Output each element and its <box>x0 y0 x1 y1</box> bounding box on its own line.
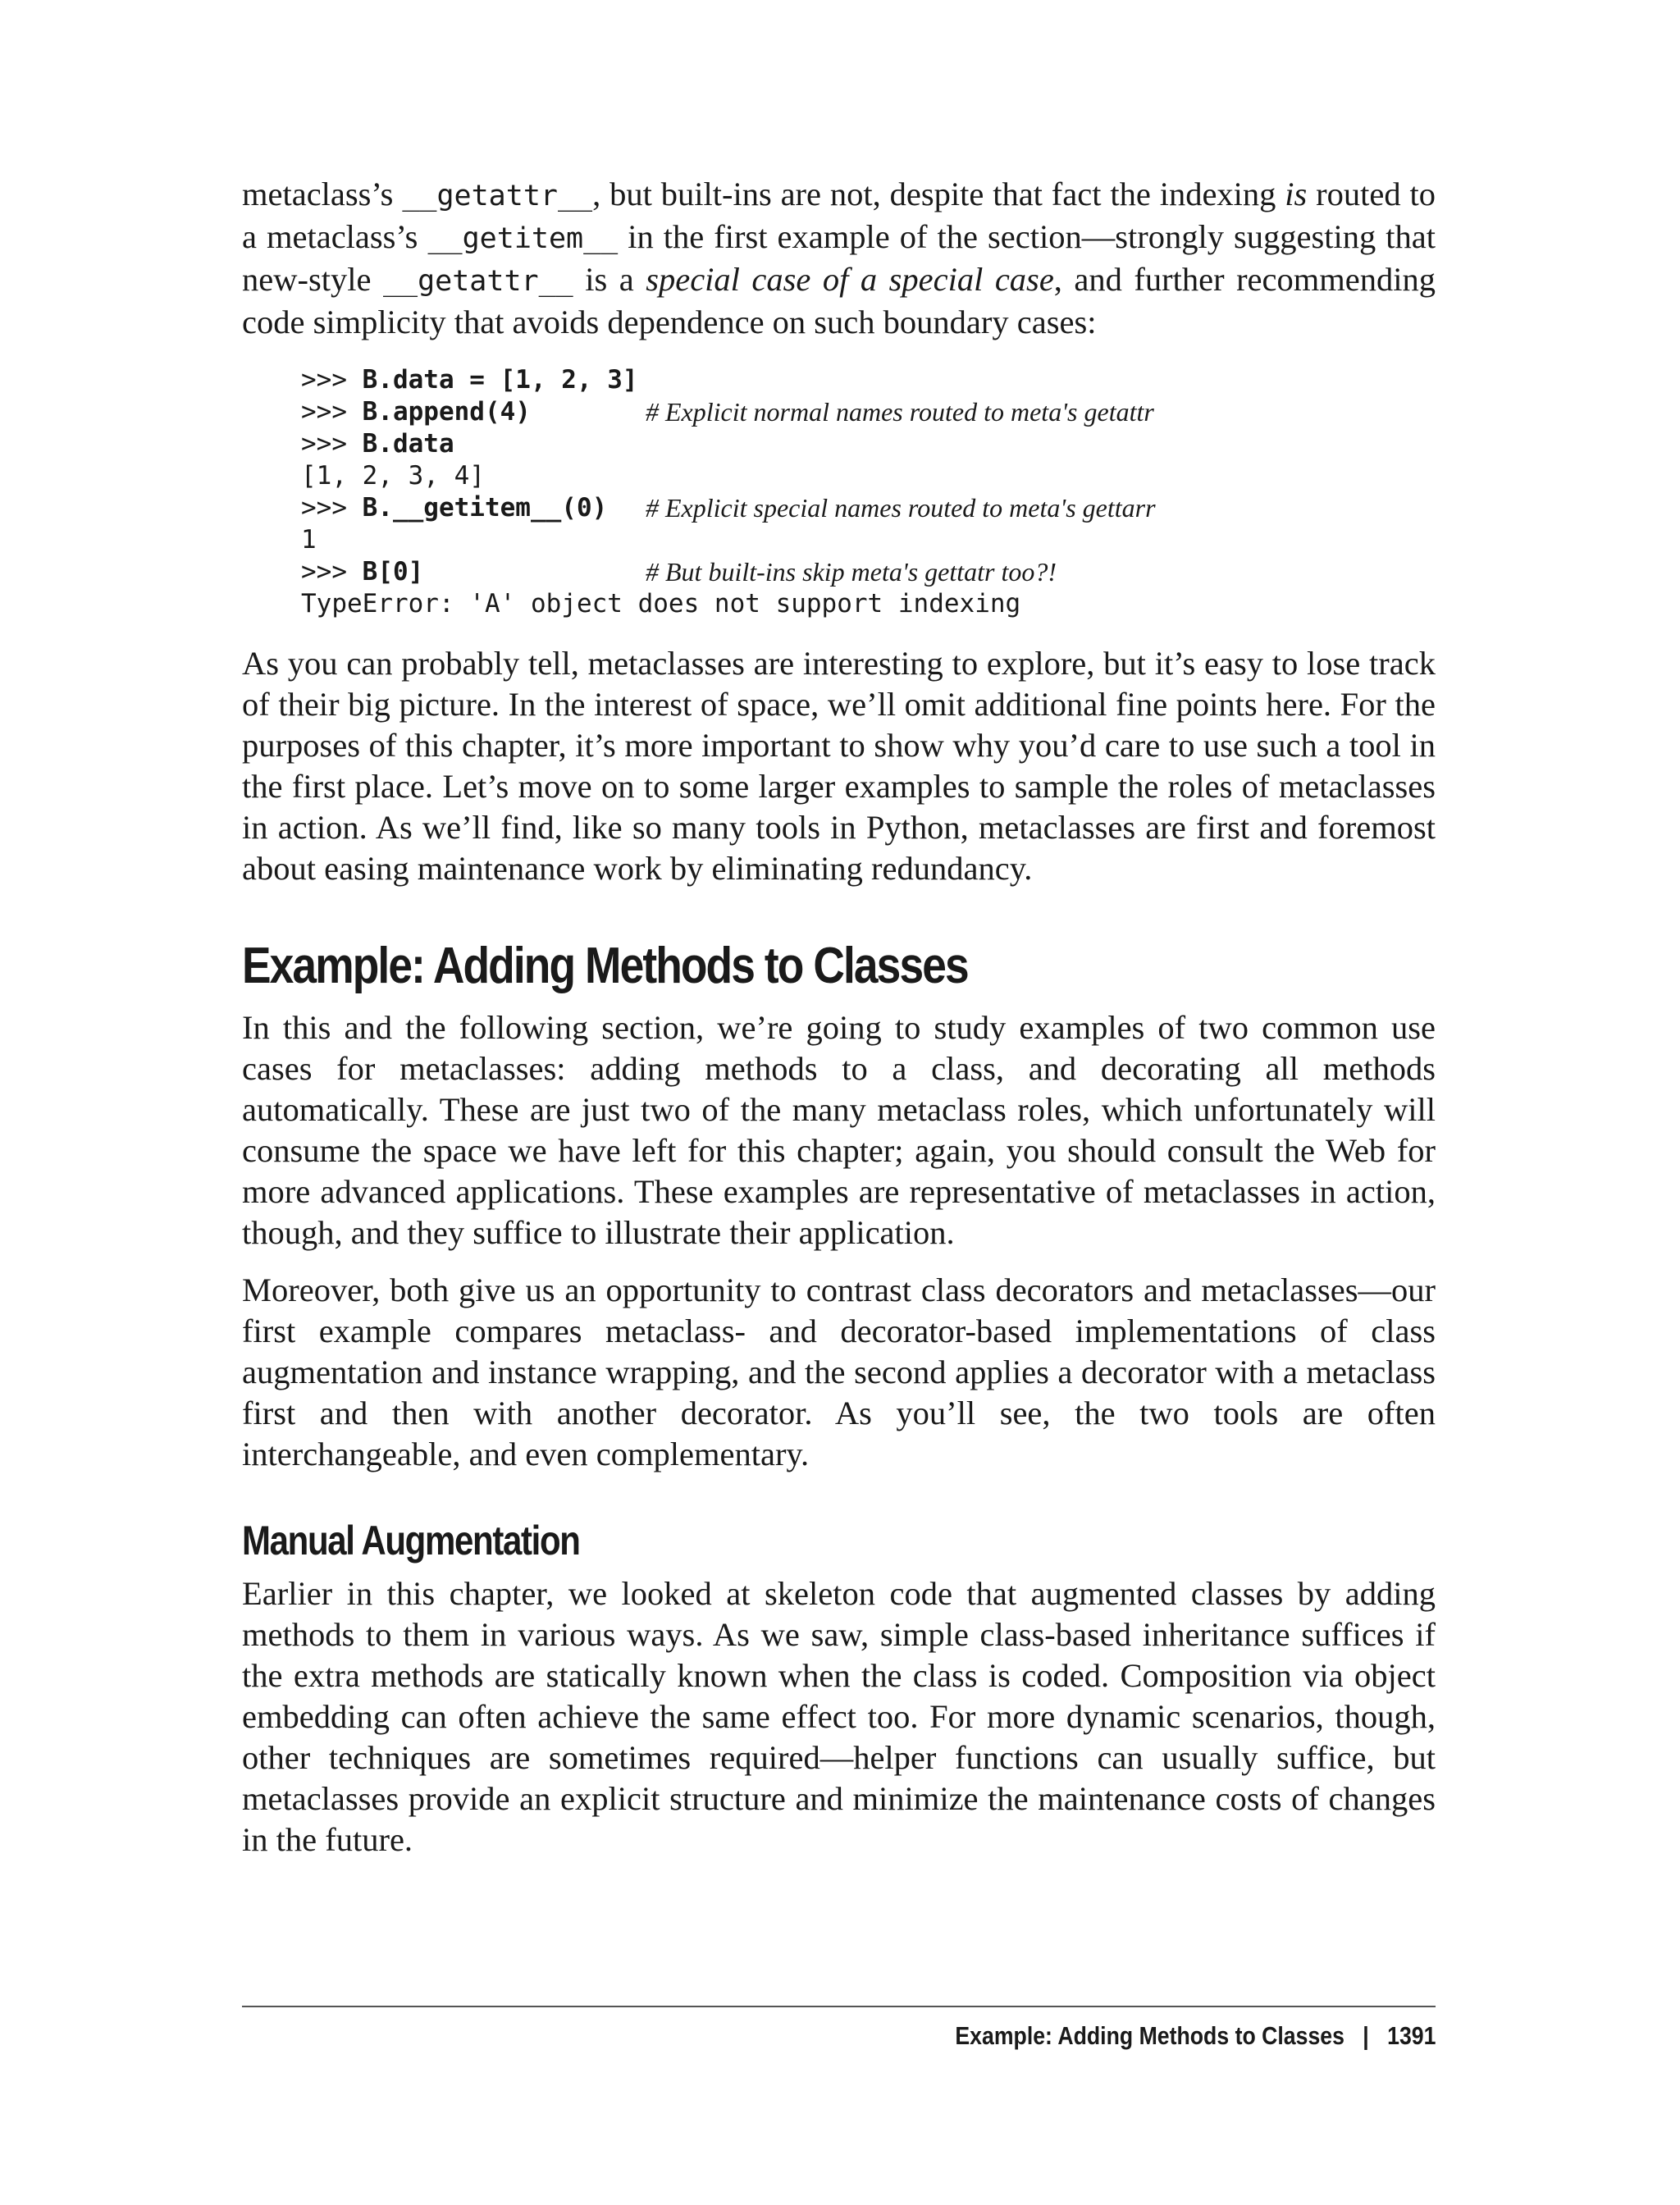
code-line <box>301 428 1436 460</box>
code-comment: # Explicit normal names routed to meta's getattr <box>646 397 1154 427</box>
page-footer <box>955 2020 1436 2052</box>
text-run: routed to a metaclass’s <box>242 176 1436 255</box>
code-output: [1, 2, 3, 4] <box>301 461 485 491</box>
code-output: TypeError: 'A' object does not support indexing <box>301 589 1021 619</box>
text-run: in the first example of the section—strongly suggesting that new-style <box>242 218 1436 298</box>
inline-code: __getitem__ <box>427 222 619 255</box>
footer-rule <box>242 2006 1436 2007</box>
code-output: 1 <box>301 525 317 555</box>
inline-code: __getattr__ <box>382 265 573 298</box>
code-command: B.data = [1, 2, 3] <box>362 365 638 395</box>
code-line <box>301 396 1436 428</box>
text-run: is a <box>573 261 646 298</box>
code-command: B.__getitem__(0) <box>362 493 608 523</box>
code-command: B[0] <box>362 557 424 587</box>
code-line <box>301 556 1436 588</box>
page-number: 1391 <box>1386 2021 1436 2050</box>
code-line <box>301 524 1436 556</box>
body-paragraph: In this and the following section, we’re going to study examples of two common use cases for metaclasses: adding methods to a class, and decorating all methods automatically. These are just two of the many metaclass roles, which unfortunately will consume the space we have left for this chapter; again, you should consult the Web for more advanced applications. These examples are representative of metaclasses in action, though, and they suffice to illustrate their application. <box>242 1009 1436 1251</box>
text-run: metaclass’s <box>242 176 403 212</box>
code-line <box>301 364 1436 396</box>
code-command: B.append(4) <box>362 397 531 427</box>
body-paragraph: As you can probably tell, metaclasses are interesting to explore, but it’s easy to lose track of their big picture. In the interest of space, we’ll omit additional fine points here. For the purposes of this chapter, it’s more important to show why you’d care to use such a tool in the first place. Let’s move on to some larger examples to sample the roles of metaclasses in action. As we’ll find, like so many tools in Python, metaclasses are first and foremost about easing maintenance work by eliminating redundancy. <box>242 645 1436 887</box>
text-run: , and further recommending code simplicity that avoids dependence on such boundary cases: <box>242 261 1436 340</box>
code-prompt: >>> <box>301 365 363 395</box>
page-content <box>242 174 1436 1860</box>
code-line <box>301 588 1436 620</box>
code-comment: # Explicit special names routed to meta's gettarr <box>646 493 1156 523</box>
footer-separator: | <box>1362 2021 1369 2050</box>
emphasis: is <box>1285 176 1308 212</box>
code-block <box>301 364 1436 620</box>
code-prompt: >>> <box>301 493 363 523</box>
text-run: , but built-ins are not, despite that fact the indexing <box>592 176 1285 212</box>
inline-code: __getattr__ <box>402 180 593 212</box>
running-footer-title: Example: Adding Methods to Classes <box>954 2021 1344 2050</box>
section-heading: Example: Adding Methods to Classes <box>242 938 968 994</box>
body-paragraph: Earlier in this chapter, we looked at skeleton code that augmented classes by adding methods to them in various ways. As we saw, simple class-based inheritance suffices if the extra methods are statically known when the class is coded. Composition via object embedding can often achieve the same effect too. For more dynamic scenarios, though, other techniques are sometimes required—helper functions can usually suffice, but metaclasses provide an explicit structure and minimize the maintenance costs of changes in the future. <box>242 1575 1436 1858</box>
intro-paragraph <box>242 174 1436 343</box>
body-paragraph: Moreover, both give us an opportunity to contrast class decorators and metaclasses—our first example compares metaclass- and decorator-based implementations of class augmentation and instance wrapping, and the second applies a decorator with a metaclass first and then with another decorator. As you’ll see, the two tools are often interchangeable, and even complementary. <box>242 1271 1436 1472</box>
code-prompt: >>> <box>301 429 363 459</box>
code-line <box>301 460 1436 492</box>
code-prompt: >>> <box>301 557 363 587</box>
emphasis: special case of a special case <box>646 261 1054 298</box>
code-comment: # But built-ins skip meta's gettatr too?! <box>646 557 1057 587</box>
code-prompt: >>> <box>301 397 363 427</box>
subsection-heading: Manual Augmentation <box>242 1518 580 1564</box>
code-line <box>301 492 1436 524</box>
code-command: B.data <box>362 429 454 459</box>
